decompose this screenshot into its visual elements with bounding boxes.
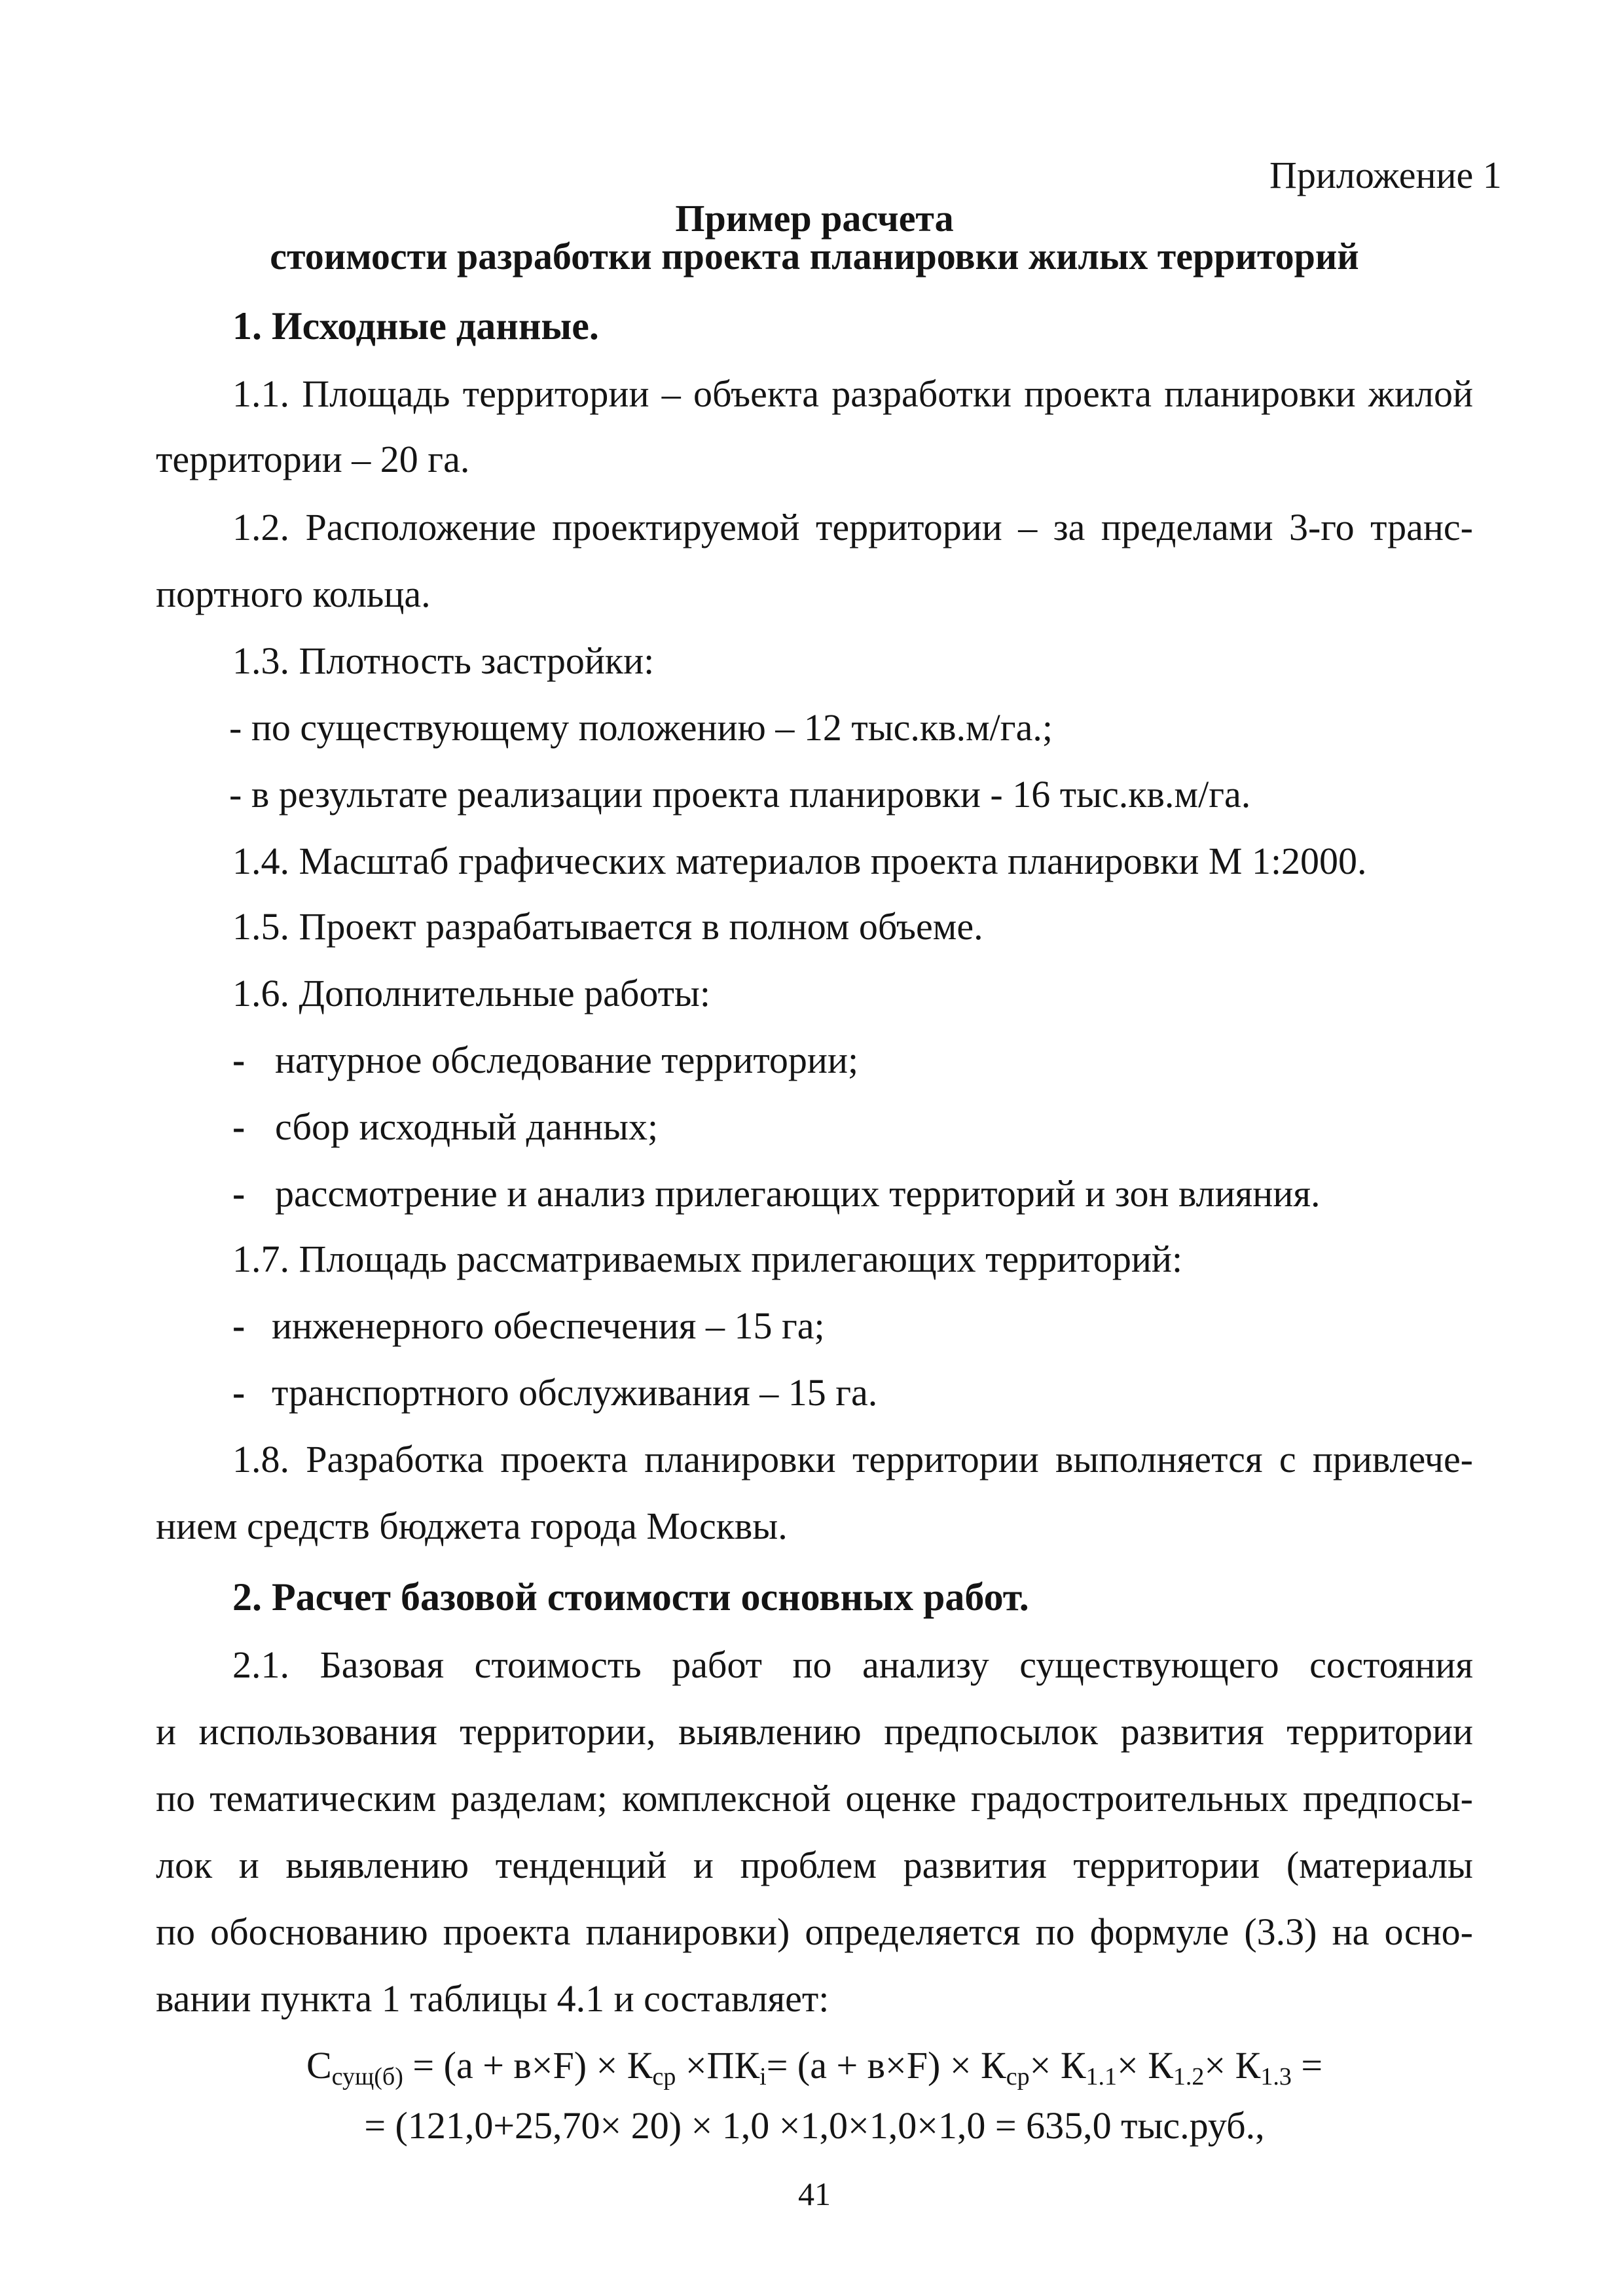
formula-part: = (а + в×F) × К [403, 2044, 653, 2087]
paragraph-1-8-line-2: нием средств бюджета города Москвы. [156, 1505, 788, 1547]
formula-part: ×ПК [676, 2044, 760, 2087]
formula-part: = [1291, 2044, 1323, 2087]
section-1-heading: 1. Исходные данные. [232, 304, 599, 348]
formula-symbol: С [306, 2044, 332, 2087]
paragraph-2-1-line-3: по тематическим разделам; комплексной оценке градостроительных предпосы- [156, 1777, 1473, 1820]
paragraph-1-1-line-1: 1.1. Площадь территории – объекта разработки проекта планировки жилой [232, 372, 1473, 415]
list-dash: - [232, 1039, 246, 1081]
formula-subscript: 1.3 [1260, 2063, 1292, 2090]
paragraph-1-7: 1.7. Площадь рассматриваемых прилегающих территорий: [232, 1238, 1183, 1280]
list-dash: - [232, 1105, 246, 1148]
formula-subscript: ср [652, 2063, 676, 2090]
list-item: натурное обследование территории; [275, 1039, 859, 1081]
list-item: инженерного обеспечения – 15 га; [272, 1304, 825, 1347]
list-dash: - [232, 1371, 246, 1414]
section-2-heading: 2. Расчет базовой стоимости основных работ. [232, 1575, 1029, 1619]
appendix-label: Приложение 1 [1269, 154, 1502, 196]
title-line-1: Пример расчета [675, 197, 954, 240]
paragraph-1-3-item-a: - по существующему положению – 12 тыс.кв.м/га.; [229, 706, 1053, 749]
paragraph-2-1-line-4: лок и выявлению тенденций и проблем развития территории (материалы [156, 1844, 1473, 1886]
paragraph-2-1-line-5: по обоснованию проекта планировки) определяется по формуле (3.3) на осно- [156, 1910, 1473, 1953]
formula-line-1 [156, 2042, 1473, 2089]
title-line-2: стоимости разработки проекта планировки жилых территорий [270, 235, 1359, 278]
paragraph-2-1-line-1: 2.1. Базовая стоимость работ по анализу существующего состояния [232, 1643, 1473, 1686]
formula-part: × К [1029, 2044, 1086, 2087]
paragraph-1-2-line-1: 1.2. Расположение проектируемой территории – за пределами 3-го транс- [232, 506, 1473, 548]
list-dash: - [232, 1172, 246, 1215]
formula-subscript: i [759, 2063, 767, 2090]
paragraph-1-3-item-b: - в результате реализации проекта планировки - 16 тыс.кв.м/га. [229, 773, 1251, 816]
formula-subscript: сущ(б) [331, 2063, 403, 2090]
list-dash: - [232, 1304, 246, 1347]
page-number: 41 [798, 2176, 831, 2212]
paragraph-2-1-line-6: вании пункта 1 таблицы 4.1 и составляет: [156, 1977, 830, 2020]
formula-line-2: = (121,0+25,70× 20) × 1,0 ×1,0×1,0×1,0 = 635,0 тыс.руб., [364, 2104, 1265, 2147]
paragraph-1-1-line-2: территории – 20 га. [156, 438, 470, 480]
paragraph-1-2-line-2: портного кольца. [156, 573, 431, 615]
list-item: сбор исходный данных; [275, 1105, 659, 1148]
formula-subscript: ср [1006, 2063, 1030, 2090]
paragraph-1-8-line-1: 1.8. Разработка проекта планировки территории выполняется с привлече- [232, 1438, 1473, 1480]
paragraph-1-6: 1.6. Дополнительные работы: [232, 972, 711, 1014]
list-item: рассмотрение и анализ прилегающих территорий и зон влияния. [275, 1172, 1321, 1215]
paragraph-1-4: 1.4. Масштаб графических материалов проекта планировки М 1:2000. [232, 840, 1367, 882]
paragraph-1-5: 1.5. Проект разрабатывается в полном объеме. [232, 905, 983, 948]
formula-subscript: 1.2 [1173, 2063, 1205, 2090]
paragraph-1-3: 1.3. Плотность застройки: [232, 639, 655, 682]
formula-subscript: 1.1 [1085, 2063, 1118, 2090]
formula-part: × К [1204, 2044, 1261, 2087]
list-item: транспортного обслуживания – 15 га. [272, 1371, 878, 1414]
paragraph-2-1-line-2: и использования территории, выявлению предпосылок развития территории [156, 1710, 1473, 1753]
formula-part: × К [1117, 2044, 1173, 2087]
formula-part: = (а + в×F) × К [766, 2044, 1006, 2087]
